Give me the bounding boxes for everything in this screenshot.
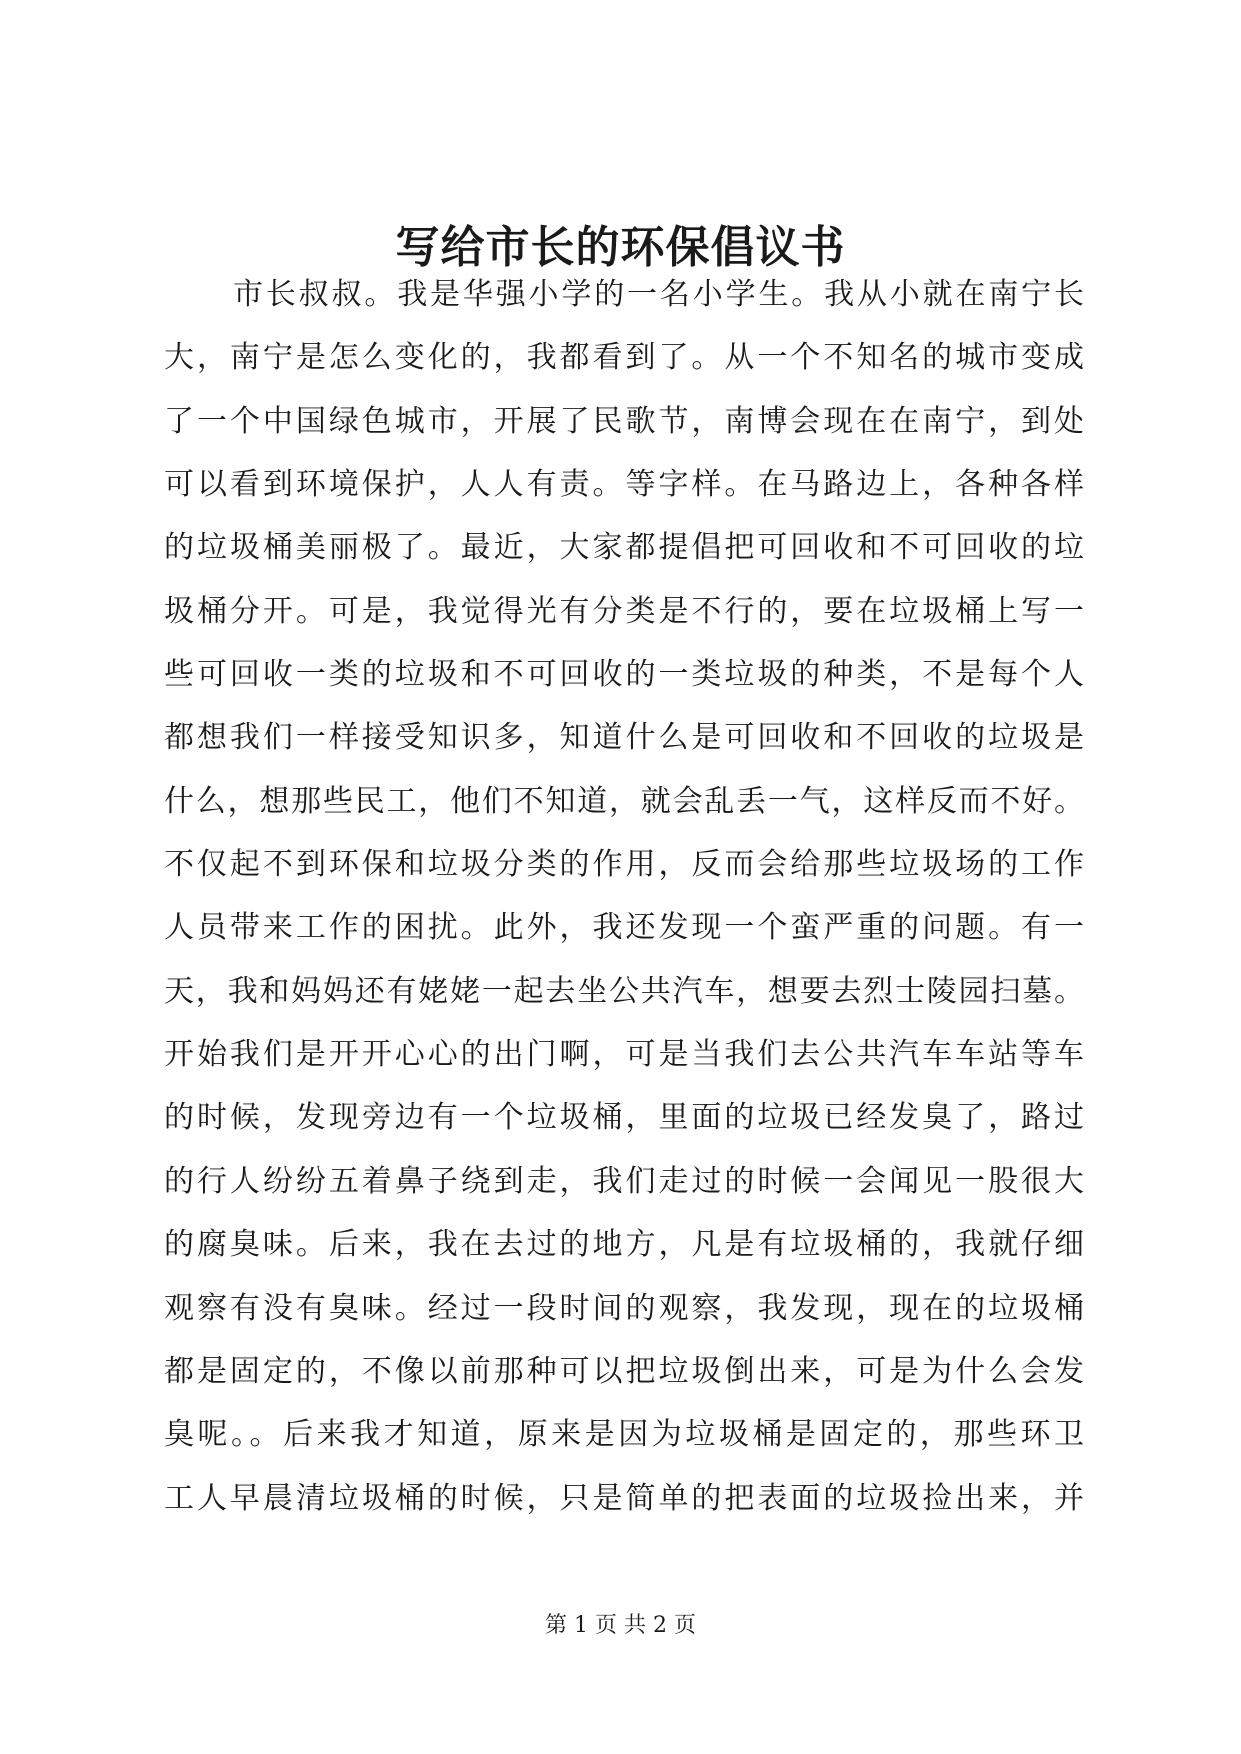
body-line: 圾桶分开。可是，我觉得光有分类是不行的，要在垃圾桶上写一 [164, 593, 1084, 629]
body-line: 不仅起不到环保和垃圾分类的作用，反而会给那些垃圾场的工作 [164, 847, 1084, 883]
body-line: 什么，想那些民工，他们不知道，就会乱丢一气，这样反而不好。 [164, 783, 1084, 819]
body-line: 的行人纷纷五着鼻子绕到走，我们走过的时候一会闻见一股很大 [164, 1163, 1084, 1199]
body-line: 可以看到环境保护，人人有责。等字样。在马路边上，各种各样 [164, 467, 1084, 503]
body-line: 大，南宁是怎么变化的，我都看到了。从一个不知名的城市变成 [164, 340, 1084, 376]
body-line: 都想我们一样接受知识多，知道什么是可回收和不回收的垃圾是 [164, 720, 1084, 756]
body-line: 都是固定的，不像以前那种可以把垃圾倒出来，可是为什么会发 [164, 1353, 1084, 1389]
body-line: 的腐臭味。后来，我在去过的地方，凡是有垃圾桶的，我就仔细 [164, 1227, 1084, 1263]
body-line: 人员带来工作的困扰。此外，我还发现一个蛮严重的问题。有一 [164, 910, 1084, 946]
body-line: 了一个中国绿色城市，开展了民歌节，南博会现在在南宁，到处 [164, 403, 1084, 439]
body-line: 天，我和妈妈还有姥姥一起去坐公共汽车，想要去烈士陵园扫墓。 [164, 973, 1084, 1009]
document-title: 写给市长的环保倡议书 [395, 222, 846, 273]
body-line: 些可回收一类的垃圾和不可回收的一类垃圾的种类，不是每个人 [164, 657, 1084, 693]
body-line: 臭呢。。后来我才知道，原来是因为垃圾桶是固定的，那些环卫 [164, 1417, 1084, 1453]
body-line: 市长叔叔。我是华强小学的一名小学生。我从小就在南宁长 [233, 277, 1084, 312]
body-line: 的垃圾桶美丽极了。最近，大家都提倡把可回收和不可回收的垃 [164, 530, 1084, 566]
body-line: 观察有没有臭味。经过一段时间的观察，我发现，现在的垃圾桶 [164, 1290, 1084, 1326]
body-line: 的时候，发现旁边有一个垃圾桶，里面的垃圾已经发臭了，路过 [164, 1100, 1084, 1136]
page-footer: 第 1 页 共 2 页 [545, 1613, 696, 1638]
body-line: 开始我们是开开心心的出门啊，可是当我们去公共汽车车站等车 [164, 1037, 1084, 1073]
body-line: 工人早晨清垃圾桶的时候，只是简单的把表面的垃圾捡出来，并 [164, 1480, 1084, 1516]
document-body [164, 263, 1084, 1530]
